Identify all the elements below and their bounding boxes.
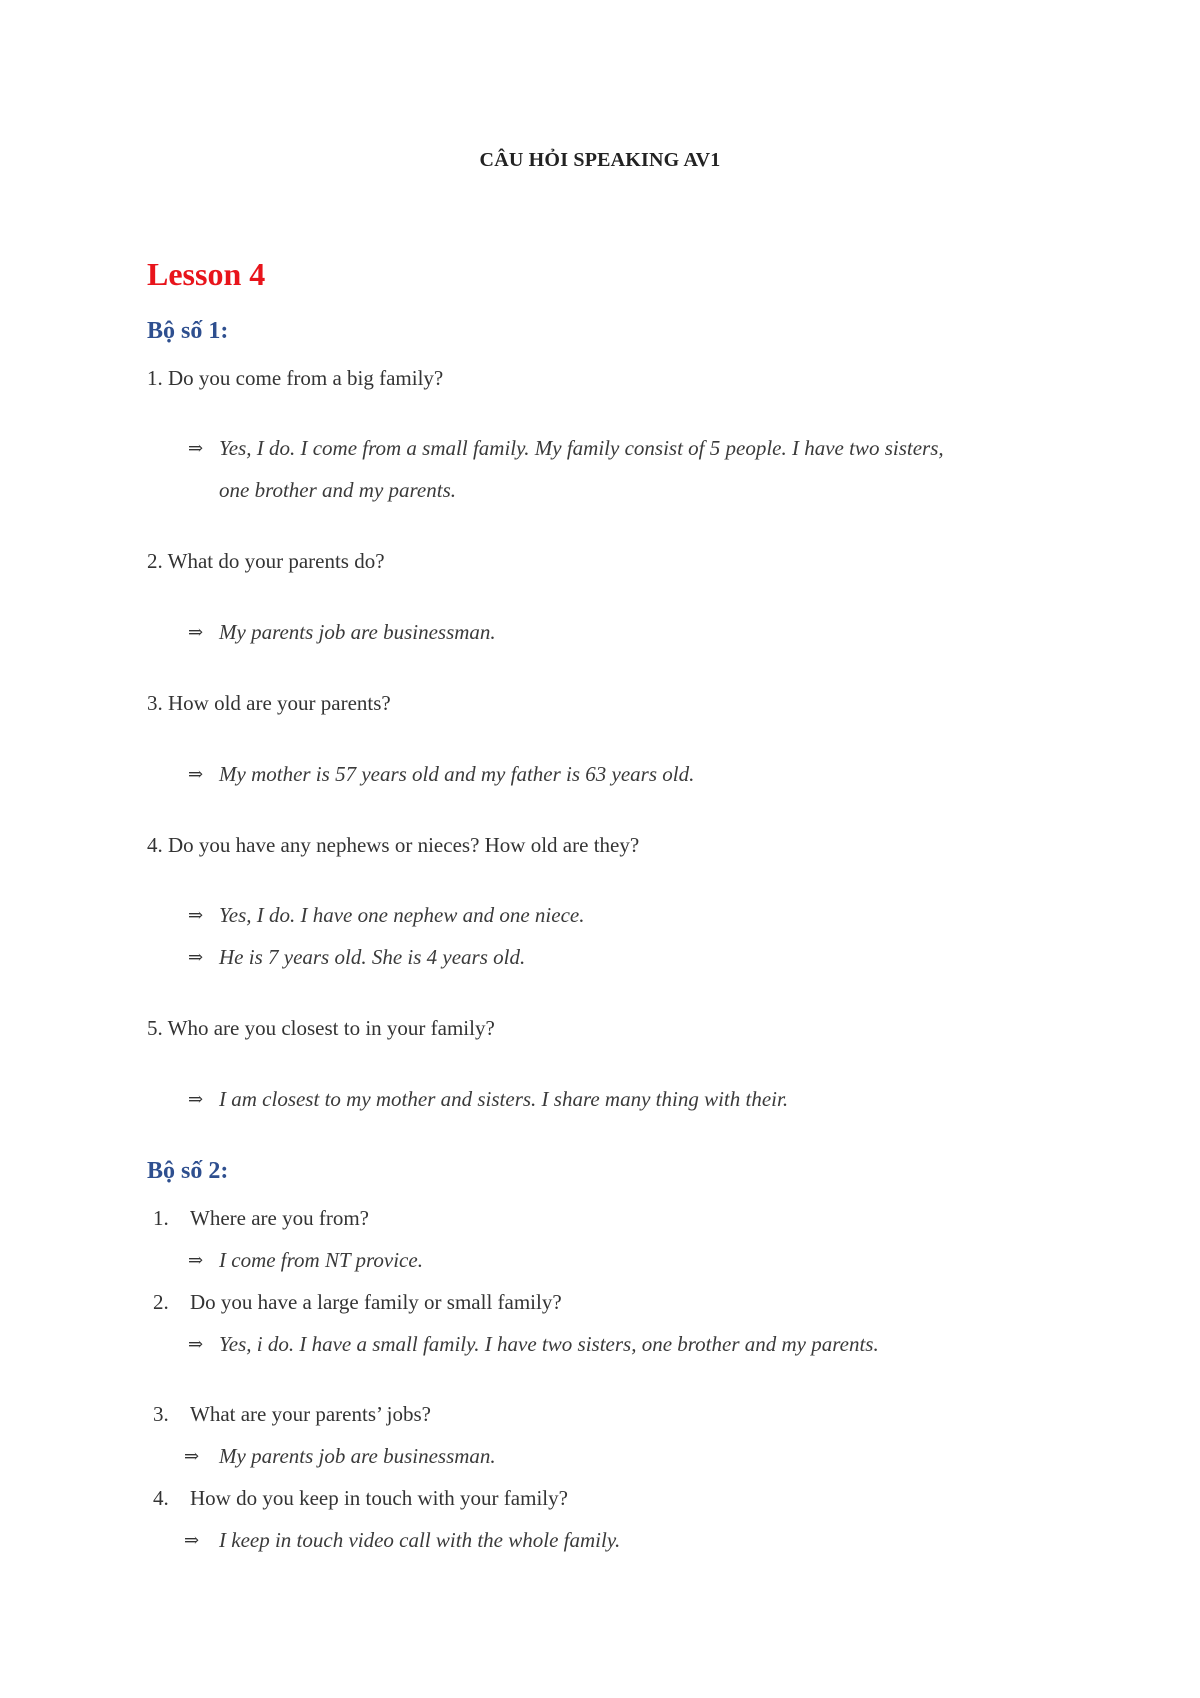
answer-arrow-icon: ⇒ — [188, 764, 204, 784]
set-2-question-2: Do you have a large family or small family? — [190, 1290, 562, 1314]
set-2-answer-4: I keep in touch video call with the whole family. — [219, 1528, 621, 1552]
answer-arrow-icon: ⇒ — [188, 905, 204, 925]
set-2-number-1: 1. — [153, 1206, 169, 1230]
answer-arrow-icon: ⇒ — [188, 1334, 204, 1354]
set-2-number-3: 3. — [153, 1402, 169, 1426]
set-1-answer-3: My mother is 57 years old and my father is 63 years old. — [219, 762, 695, 786]
set-1-answer-1-line-2: one brother and my parents. — [219, 478, 456, 502]
set-1-answer-4-line-1: Yes, I do. I have one nephew and one niece. — [219, 903, 585, 927]
set-1-answer-4-line-2: He is 7 years old. She is 4 years old. — [219, 945, 526, 969]
set-1-question-3: 3. How old are your parents? — [147, 691, 391, 715]
set-1-heading: Bộ số 1: — [147, 318, 229, 344]
answer-arrow-icon: ⇒ — [188, 438, 204, 458]
set-2-question-4: How do you keep in touch with your family? — [190, 1486, 568, 1510]
set-1-answer-1-line-1: Yes, I do. I come from a small family. My family consist of 5 people. I have two sisters, — [219, 436, 944, 460]
set-1-question-1: 1. Do you come from a big family? — [147, 366, 444, 390]
answer-arrow-icon: ⇒ — [188, 947, 204, 967]
answer-arrow-icon: ⇒ — [188, 1250, 204, 1270]
set-2-answer-2: Yes, i do. I have a small family. I have two sisters, one brother and my parents. — [219, 1332, 879, 1356]
document-title: CÂU HỎI SPEAKING AV1 — [479, 149, 721, 171]
set-2-number-4: 4. — [153, 1486, 169, 1510]
set-1-question-4: 4. Do you have any nephews or nieces? How old are they? — [147, 833, 640, 857]
set-1-answer-5: I am closest to my mother and sisters. I share many thing with their. — [219, 1087, 789, 1111]
set-2-question-3: What are your parents’ jobs? — [190, 1402, 432, 1426]
set-2-number-2: 2. — [153, 1290, 169, 1314]
answer-arrow-icon: ⇒ — [184, 1446, 200, 1466]
set-1-question-2: 2. What do your parents do? — [147, 549, 385, 573]
set-2-answer-1: I come from NT provice. — [219, 1248, 423, 1272]
set-1-question-5: 5. Who are you closest to in your family? — [147, 1016, 495, 1040]
set-2-question-1: Where are you from? — [190, 1206, 369, 1230]
set-1-answer-2: My parents job are businessman. — [219, 620, 496, 644]
lesson-heading: Lesson 4 — [147, 256, 266, 292]
answer-arrow-icon: ⇒ — [184, 1530, 200, 1550]
answer-arrow-icon: ⇒ — [188, 1089, 204, 1109]
set-2-answer-3: My parents job are businessman. — [219, 1444, 496, 1468]
answer-arrow-icon: ⇒ — [188, 622, 204, 642]
set-2-heading: Bộ số 2: — [147, 1158, 229, 1184]
